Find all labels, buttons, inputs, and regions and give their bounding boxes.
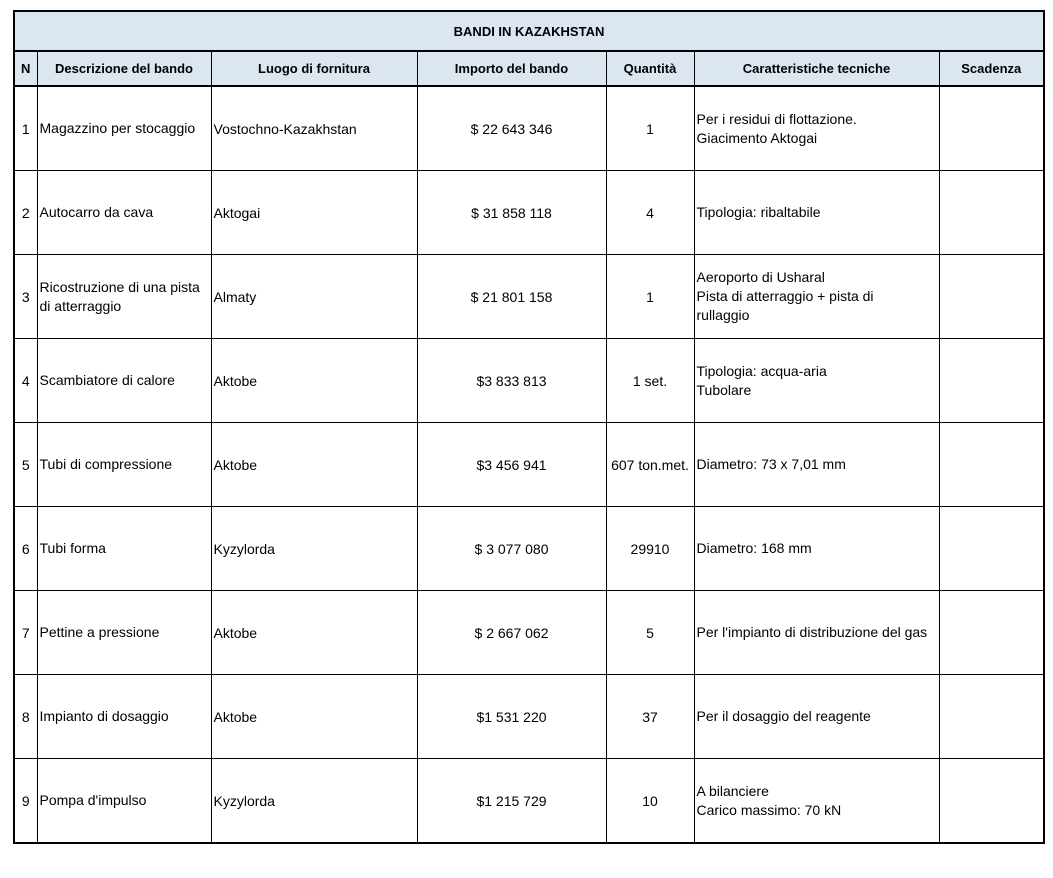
cell-importo: $ 22 643 346 (417, 86, 606, 171)
cell-importo: $ 21 801 158 (417, 255, 606, 339)
cell-quantita: 4 (606, 171, 694, 255)
cell-caratteristiche (694, 255, 939, 339)
cell-scadenza (939, 423, 1044, 507)
cell-n: 2 (14, 171, 37, 255)
tech-line: Tipologia: acqua-aria (696, 362, 827, 379)
cell-quantita: 37 (606, 675, 694, 759)
cell-n: 3 (14, 255, 37, 339)
tech-line: Tubolare (696, 381, 752, 398)
tech-line: Aeroporto di Usharal (696, 269, 825, 285)
table-row (14, 591, 1044, 675)
table-row (14, 759, 1044, 844)
cell-quantita: 29910 (606, 507, 694, 591)
cell-luogo: Almaty (211, 255, 417, 339)
cell-caratteristiche (694, 171, 939, 255)
header-luogo: Luogo di fornitura (211, 51, 417, 86)
cell-descrizione: Impianto di dosaggio (37, 675, 211, 759)
tech-line: Giacimento Aktogai (696, 129, 818, 146)
cell-quantita: 1 (606, 86, 694, 171)
cell-caratteristiche (694, 675, 939, 759)
table-row (14, 86, 1044, 171)
cell-scadenza (939, 759, 1044, 844)
cell-importo: $3 456 941 (417, 423, 606, 507)
header-n: N (14, 51, 37, 86)
table-row (14, 171, 1044, 255)
cell-luogo: Aktobe (211, 675, 417, 759)
tech-line: Diametro: 73 x 7,01 mm (696, 456, 846, 472)
cell-descrizione: Magazzino per stocaggio (37, 86, 211, 171)
tech-line: Carico massimo: 70 kN (696, 801, 842, 818)
cell-n: 4 (14, 339, 37, 423)
cell-descrizione: Pompa d'impulso (37, 759, 211, 844)
cell-scadenza (939, 86, 1044, 171)
cell-luogo: Aktobe (211, 339, 417, 423)
cell-caratteristiche (694, 507, 939, 591)
cell-importo: $ 31 858 118 (417, 171, 606, 255)
cell-quantita: 5 (606, 591, 694, 675)
tenders-sheet (13, 10, 1043, 844)
cell-caratteristiche (694, 423, 939, 507)
table-row (14, 423, 1044, 507)
tech-line: Pista di atterraggio + pista di (696, 288, 874, 304)
header-caratteristiche: Caratteristiche tecniche (694, 51, 939, 86)
header-importo: Importo del bando (417, 51, 606, 86)
cell-scadenza (939, 339, 1044, 423)
tech-line: Per il dosaggio del reagente (696, 708, 871, 724)
table-row (14, 507, 1044, 591)
tech-line: A bilanciere (696, 782, 769, 799)
header-quantita: Quantità (606, 51, 694, 86)
tech-line: Diametro: 168 mm (696, 540, 812, 556)
cell-luogo: Aktobe (211, 423, 417, 507)
header-scadenza: Scadenza (939, 51, 1044, 86)
cell-luogo: Vostochno-Kazakhstan (211, 86, 417, 171)
cell-scadenza (939, 255, 1044, 339)
cell-n: 1 (14, 86, 37, 171)
cell-n: 5 (14, 423, 37, 507)
tech-line: rullaggio (696, 307, 750, 323)
cell-descrizione: Autocarro da cava (37, 171, 211, 255)
cell-importo: $ 2 667 062 (417, 591, 606, 675)
cell-luogo: Kyzylorda (211, 759, 417, 844)
cell-descrizione: Tubi di compressione (37, 423, 211, 507)
header-descrizione: Descrizione del bando (37, 51, 211, 86)
table-row (14, 339, 1044, 423)
tech-line: Per i residui di flottazione. (696, 110, 857, 127)
cell-scadenza (939, 171, 1044, 255)
table-row (14, 675, 1044, 759)
cell-caratteristiche (694, 339, 939, 423)
cell-n: 7 (14, 591, 37, 675)
cell-quantita: 1 (606, 255, 694, 339)
tech-line: Per l'impianto di distribuzione del gas (696, 624, 928, 640)
cell-importo: $1 531 220 (417, 675, 606, 759)
cell-caratteristiche (694, 86, 939, 171)
table-row (14, 255, 1044, 339)
header-row (14, 51, 1044, 86)
cell-scadenza (939, 591, 1044, 675)
cell-caratteristiche (694, 759, 939, 844)
cell-importo: $1 215 729 (417, 759, 606, 844)
cell-luogo: Kyzylorda (211, 507, 417, 591)
cell-luogo: Aktogai (211, 171, 417, 255)
cell-importo: $3 833 813 (417, 339, 606, 423)
cell-quantita: 10 (606, 759, 694, 844)
cell-quantita: 1 set. (606, 339, 694, 423)
cell-luogo: Aktobe (211, 591, 417, 675)
tech-line: Tipologia: ribaltabile (696, 204, 821, 220)
cell-descrizione: Scambiatore di calore (37, 339, 211, 423)
cell-scadenza (939, 675, 1044, 759)
cell-caratteristiche (694, 591, 939, 675)
cell-n: 8 (14, 675, 37, 759)
cell-quantita: 607 ton.met. (606, 423, 694, 507)
cell-n: 9 (14, 759, 37, 844)
cell-scadenza (939, 507, 1044, 591)
cell-importo: $ 3 077 080 (417, 507, 606, 591)
tenders-table (13, 10, 1045, 844)
table-title: BANDI IN KAZAKHSTAN (14, 11, 1044, 51)
cell-n: 6 (14, 507, 37, 591)
cell-descrizione: Tubi forma (37, 507, 211, 591)
cell-descrizione: Ricostruzione di una pista di atterraggio (37, 255, 211, 339)
cell-descrizione: Pettine a pressione (37, 591, 211, 675)
